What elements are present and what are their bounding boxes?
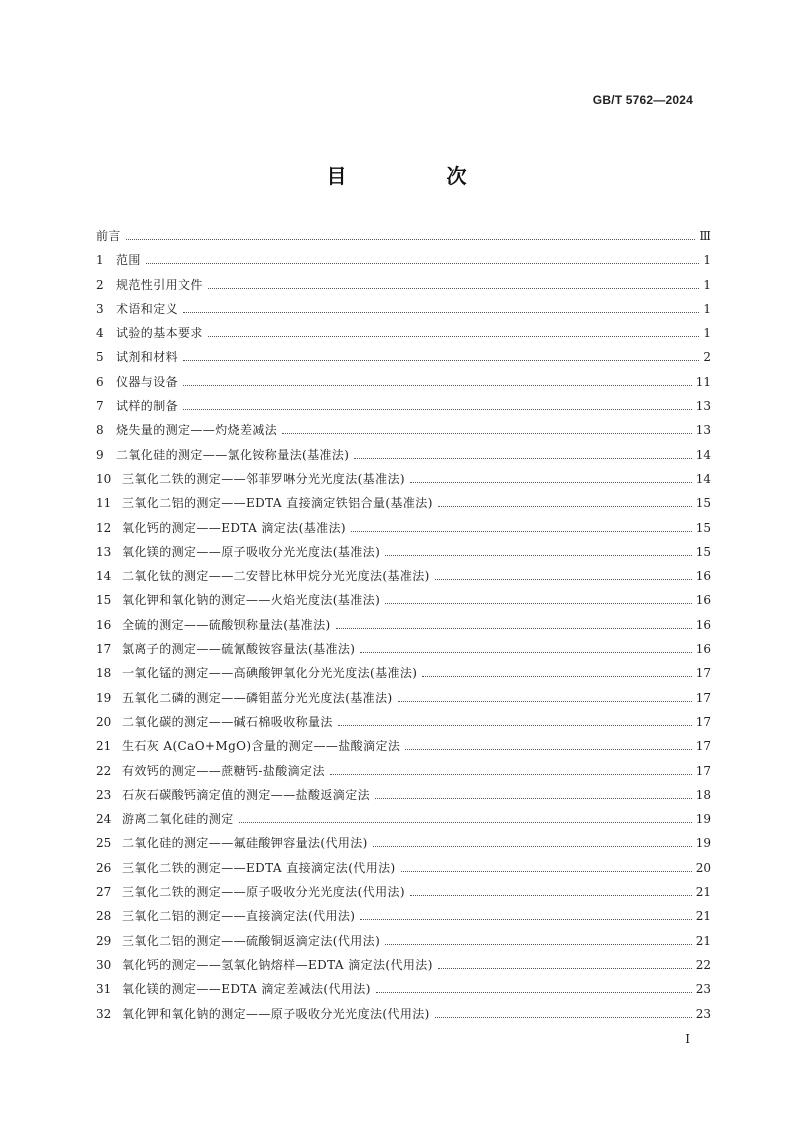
toc-entry[interactable]: [96, 348, 711, 372]
toc-entry-title: 试样的制备: [116, 399, 179, 414]
toc-dot-leader: [330, 773, 692, 775]
toc-entry-page: 1: [703, 326, 711, 341]
toc-entry-page: 17: [695, 666, 711, 681]
toc-entry[interactable]: [96, 907, 711, 931]
toc-entry[interactable]: [96, 446, 711, 470]
toc-entry-page: 17: [695, 739, 711, 754]
toc-entry[interactable]: [96, 713, 711, 737]
toc-entry[interactable]: [96, 421, 711, 445]
toc-entry-number: 16: [96, 617, 112, 632]
toc-dot-leader: [360, 651, 691, 653]
toc-dot-leader: [438, 505, 692, 507]
toc-entry-page: 18: [695, 787, 711, 802]
toc-entry-number: 32: [96, 1006, 112, 1021]
toc-entry-number: 7: [96, 399, 104, 414]
toc-dot-leader: [146, 262, 699, 264]
toc-entry[interactable]: [96, 956, 711, 980]
toc-entry-title: 氧化镁的测定——EDTA 滴定差减法(代用法): [122, 982, 371, 997]
toc-entry-number: 2: [96, 277, 104, 292]
toc-entry-page: 19: [695, 836, 711, 851]
toc-entry-number: 21: [96, 739, 112, 754]
toc-entry[interactable]: [96, 786, 711, 810]
toc-dot-leader: [336, 627, 692, 629]
toc-entry-title: 试剂和材料: [116, 350, 179, 365]
toc-entry-title: 三氧化二铝的测定——EDTA 直接滴定铁铝合量(基准法): [122, 496, 433, 511]
toc-entry-number: 20: [96, 714, 112, 729]
toc-entry-title: 游离二氧化硅的测定: [122, 812, 234, 827]
toc-entry-number: 22: [96, 763, 112, 778]
toc-entry[interactable]: [96, 737, 711, 761]
toc-entry-title: 二氧化硅的测定——氯化铵称量法(基准法): [116, 447, 350, 462]
toc-dot-leader: [208, 335, 699, 337]
toc-dot-leader: [208, 287, 699, 289]
toc-entry-page: 15: [695, 520, 711, 535]
toc-entry-page: 17: [695, 763, 711, 778]
toc-entry-title: 烧失量的测定——灼烧差减法: [116, 423, 278, 438]
toc-dot-leader: [338, 724, 692, 726]
toc-entry[interactable]: [96, 276, 711, 300]
toc-entry-page: 13: [695, 399, 711, 414]
toc-entry-title: 前言: [96, 229, 121, 243]
toc-entry-page: 16: [695, 617, 711, 632]
toc-entry-number: 13: [96, 544, 112, 559]
toc-entry-page: 15: [695, 496, 711, 511]
toc-entry[interactable]: [96, 859, 711, 883]
toc-entry-number: 12: [96, 520, 112, 535]
toc-dot-leader: [385, 602, 692, 604]
toc-entry-page: 17: [695, 714, 711, 729]
toc-entry-title: 五氧化二磷的测定——磷钼蓝分光光度法(基准法): [122, 690, 393, 705]
toc-entry-page: 14: [695, 447, 711, 462]
toc-entry[interactable]: [96, 227, 711, 251]
toc-entry-page: 21: [695, 909, 711, 924]
toc-dot-leader: [351, 530, 692, 532]
toc-entry-title: 三氧化二铁的测定——原子吸收分光光度法(代用法): [122, 885, 405, 900]
toc-entry-title: 三氧化二铁的测定——EDTA 直接滴定法(代用法): [122, 860, 396, 875]
toc-entry-number: 15: [96, 593, 112, 608]
toc-entry-number: 5: [96, 350, 104, 365]
toc-dot-leader: [410, 481, 692, 483]
toc-entry[interactable]: [96, 591, 711, 615]
toc-entry-number: 28: [96, 909, 112, 924]
toc-entry-page: 16: [695, 593, 711, 608]
toc-entry-page: Ⅲ: [699, 229, 711, 243]
toc-entry-number: 26: [96, 860, 112, 875]
toc-entry-title: 三氧化二铁的测定——邻菲罗啉分光光度法(基准法): [122, 471, 405, 486]
toc-entry-title: 三氧化二铝的测定——直接滴定法(代用法): [122, 909, 356, 924]
toc-entry-number: 9: [96, 447, 104, 462]
toc-entry[interactable]: [96, 519, 711, 543]
toc-dot-leader: [376, 991, 692, 993]
toc-dot-leader: [410, 894, 692, 896]
toc-entry-number: 4: [96, 326, 104, 341]
toc-entry[interactable]: [96, 640, 711, 664]
toc-dot-leader: [398, 700, 692, 702]
toc-dot-leader: [401, 870, 692, 872]
toc-entry-title: 仪器与设备: [116, 374, 179, 389]
toc-dot-leader: [183, 408, 692, 410]
toc-entry-title: 氯离子的测定——硫氰酸铵容量法(基准法): [122, 642, 356, 657]
toc-entry-title: 术语和定义: [116, 301, 179, 316]
toc-entry[interactable]: [96, 616, 711, 640]
toc-dot-leader: [183, 359, 699, 361]
toc-entry[interactable]: [96, 932, 711, 956]
standard-code: GB/T 5762—2024: [592, 93, 693, 107]
toc-entry[interactable]: [96, 397, 711, 421]
toc-entry-page: 15: [695, 544, 711, 559]
page-number: I: [685, 1032, 690, 1046]
table-of-contents: [96, 227, 711, 1029]
toc-entry[interactable]: [96, 689, 711, 713]
toc-entry-page: 16: [695, 569, 711, 584]
page-title: 目 次: [326, 164, 507, 188]
toc-entry-page: 11: [695, 374, 711, 389]
toc-entry[interactable]: [96, 762, 711, 786]
toc-dot-leader: [385, 943, 692, 945]
toc-entry-title: 氧化钙的测定——氢氧化钠熔样—EDTA 滴定法(代用法): [122, 957, 433, 972]
toc-entry-title: 有效钙的测定——蔗糖钙-盐酸滴定法: [122, 763, 325, 778]
toc-entry-page: 1: [703, 253, 711, 268]
toc-entry-number: 19: [96, 690, 112, 705]
toc-entry[interactable]: [96, 300, 711, 324]
toc-dot-leader: [373, 845, 692, 847]
toc-entry[interactable]: [96, 883, 711, 907]
toc-entry-number: 30: [96, 957, 112, 972]
toc-entry-page: 2: [703, 350, 711, 365]
toc-entry-page: 19: [695, 812, 711, 827]
toc-entry-title: 二氧化硅的测定——氟硅酸钾容量法(代用法): [122, 836, 368, 851]
toc-entry-number: 23: [96, 787, 112, 802]
toc-entry-title: 氧化钾和氧化钠的测定——原子吸收分光光度法(代用法): [122, 1006, 430, 1021]
toc-entry-number: 8: [96, 423, 104, 438]
toc-dot-leader: [354, 457, 691, 459]
toc-entry[interactable]: [96, 373, 711, 397]
toc-entry[interactable]: [96, 980, 711, 1004]
toc-entry-title: 规范性引用文件: [116, 277, 203, 292]
toc-entry[interactable]: [96, 834, 711, 858]
toc-entry-number: 1: [96, 253, 104, 268]
toc-dot-leader: [438, 967, 692, 969]
toc-entry-page: 1: [703, 277, 711, 292]
toc-entry-page: 13: [695, 423, 711, 438]
toc-entry-title: 试验的基本要求: [116, 326, 203, 341]
toc-entry-number: 18: [96, 666, 112, 681]
toc-entry-page: 23: [695, 1006, 711, 1021]
toc-entry-title: 生石灰 A(CaO+MgO)含量的测定——盐酸滴定法: [122, 739, 401, 754]
toc-entry-page: 23: [695, 982, 711, 997]
toc-dot-leader: [239, 821, 692, 823]
toc-entry-title: 石灰石碳酸钙滴定值的测定——盐酸返滴定法: [122, 787, 371, 802]
toc-entry[interactable]: [96, 251, 711, 275]
toc-dot-leader: [405, 748, 691, 750]
toc-dot-leader: [183, 384, 692, 386]
toc-entry-title: 一氧化锰的测定——高碘酸钾氧化分光光度法(基准法): [122, 666, 418, 681]
toc-entry-title: 氧化镁的测定——原子吸收分光光度法(基准法): [122, 544, 381, 559]
toc-dot-leader: [126, 238, 696, 240]
toc-dot-leader: [282, 432, 692, 434]
toc-dot-leader: [422, 675, 691, 677]
toc-entry[interactable]: [96, 567, 711, 591]
toc-entry-page: 21: [695, 933, 711, 948]
toc-entry-title: 二氧化碳的测定——碱石棉吸收称量法: [122, 714, 333, 729]
toc-entry-number: 10: [96, 471, 112, 486]
toc-entry[interactable]: [96, 664, 711, 688]
toc-entry[interactable]: [96, 324, 711, 348]
toc-dot-leader: [375, 797, 692, 799]
toc-entry-page: 20: [695, 860, 711, 875]
toc-entry-number: 24: [96, 812, 112, 827]
toc-dot-leader: [385, 554, 692, 556]
toc-entry-title: 二氧化钛的测定——二安替比林甲烷分光光度法(基准法): [122, 569, 430, 584]
toc-entry[interactable]: [96, 470, 711, 494]
toc-entry-number: 29: [96, 933, 112, 948]
toc-entry-page: 22: [695, 957, 711, 972]
toc-entry-number: 31: [96, 982, 112, 997]
toc-entry-number: 17: [96, 642, 112, 657]
toc-entry-number: 27: [96, 885, 112, 900]
toc-entry-number: 25: [96, 836, 112, 851]
toc-entry-title: 三氧化二铝的测定——硫酸铜返滴定法(代用法): [122, 933, 381, 948]
toc-entry-title: 范围: [116, 253, 141, 268]
toc-dot-leader: [435, 1016, 692, 1018]
toc-entry[interactable]: [96, 810, 711, 834]
toc-entry-page: 16: [695, 642, 711, 657]
toc-entry-page: 21: [695, 885, 711, 900]
toc-dot-leader: [360, 918, 691, 920]
toc-entry-page: 17: [695, 690, 711, 705]
toc-entry-title: 氧化钾和氧化钠的测定——火焰光度法(基准法): [122, 593, 381, 608]
toc-entry-title: 全硫的测定——硫酸钡称量法(基准法): [122, 617, 331, 632]
toc-entry-title: 氧化钙的测定——EDTA 滴定法(基准法): [122, 520, 346, 535]
toc-entry-number: 11: [96, 496, 112, 511]
toc-entry-number: 14: [96, 569, 112, 584]
toc-dot-leader: [435, 578, 692, 580]
toc-dot-leader: [183, 311, 699, 313]
toc-entry[interactable]: [96, 1005, 711, 1029]
toc-entry-number: 6: [96, 374, 104, 389]
toc-entry[interactable]: [96, 543, 711, 567]
toc-entry-number: 3: [96, 301, 104, 316]
toc-entry-page: 14: [695, 471, 711, 486]
toc-entry[interactable]: [96, 494, 711, 518]
toc-entry-page: 1: [703, 301, 711, 316]
